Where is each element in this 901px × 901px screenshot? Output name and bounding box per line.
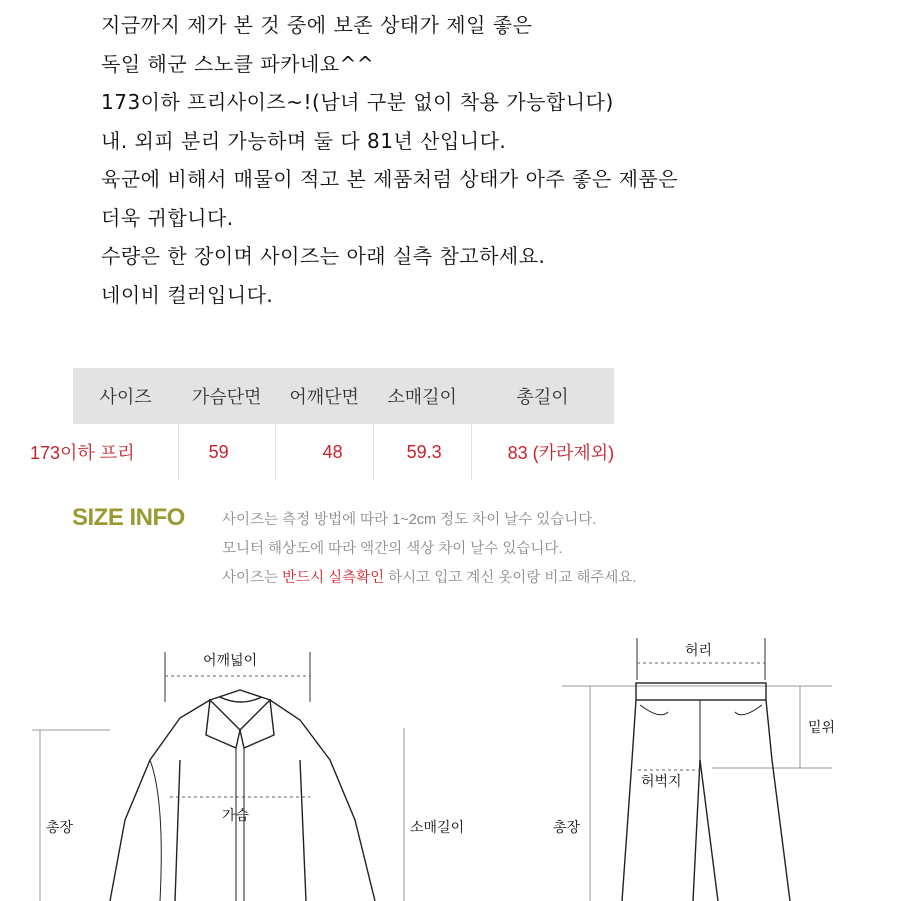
header-size: 사이즈 <box>73 368 178 424</box>
size-table-row <box>73 424 614 480</box>
note-check-post: 하시고 입고 계신 옷이랑 비교 해주세요. <box>384 570 637 586</box>
cell-chest: 59 <box>178 424 275 480</box>
pants-diagram <box>562 638 832 901</box>
header-sleeve: 소매길이 <box>373 368 471 424</box>
cell-length: 83 (카라제외) <box>507 443 615 463</box>
shirt-diagram <box>32 652 404 901</box>
note-check-pre: 사이즈는 <box>222 570 283 586</box>
product-description <box>101 6 881 314</box>
measurement-diagram <box>0 620 901 901</box>
description-line: 173이하 프리사이즈~!(남녀 구분 없이 착용 가능합니다) <box>101 90 614 114</box>
cell-size: 173이하 프리 <box>30 424 135 480</box>
sleeve-label: 소매길이 <box>410 819 465 835</box>
description-line: 내. 외피 분리 가능하며 둘 다 81년 산입니다. <box>101 128 507 153</box>
description-line: 더욱 귀합니다. <box>101 205 234 230</box>
waist-label: 허리 <box>685 642 713 658</box>
description-line: 육군에 비해서 매물이 적고 본 제품처럼 상태가 아주 좋은 제품은 <box>101 167 679 191</box>
thigh-label: 허벅지 <box>641 773 682 789</box>
size-info-title: SIZE INFO <box>72 504 185 531</box>
chest-label: 가슴 <box>222 807 250 823</box>
cell-shoulder: 48 <box>275 424 373 480</box>
header-shoulder: 어깨단면 <box>275 368 373 424</box>
note-check <box>222 564 636 593</box>
header-chest: 가슴단면 <box>178 368 275 424</box>
shoulder-label: 어깨넓이 <box>203 652 258 668</box>
size-notes <box>222 506 636 593</box>
shirt-length-label: 총장 <box>46 819 74 835</box>
rise-label: 밑위 <box>808 719 836 735</box>
note-monitor: 모니터 해상도에 따라 액간의 색상 차이 날수 있습니다. <box>222 541 563 557</box>
description-line: 독일 해군 스노클 파카네요^^ <box>101 51 375 76</box>
note-check-highlight: 반드시 실측확인 <box>282 570 385 586</box>
size-table-header-row <box>73 368 614 424</box>
pants-length-label: 총장 <box>553 819 581 835</box>
description-line: 지금까지 제가 본 것 중에 보존 상태가 제일 좋은 <box>101 13 533 37</box>
size-table <box>30 368 615 480</box>
description-line: 수량은 한 장이며 사이즈는 아래 실측 참고하세요. <box>101 244 546 268</box>
cell-sleeve: 59.3 <box>373 424 471 480</box>
description-line: 네이비 컬러입니다. <box>101 282 274 307</box>
note-measurement: 사이즈는 측정 방법에 따라 1~2cm 정도 차이 날수 있습니다. <box>222 512 597 528</box>
header-length: 총길이 <box>471 368 614 424</box>
